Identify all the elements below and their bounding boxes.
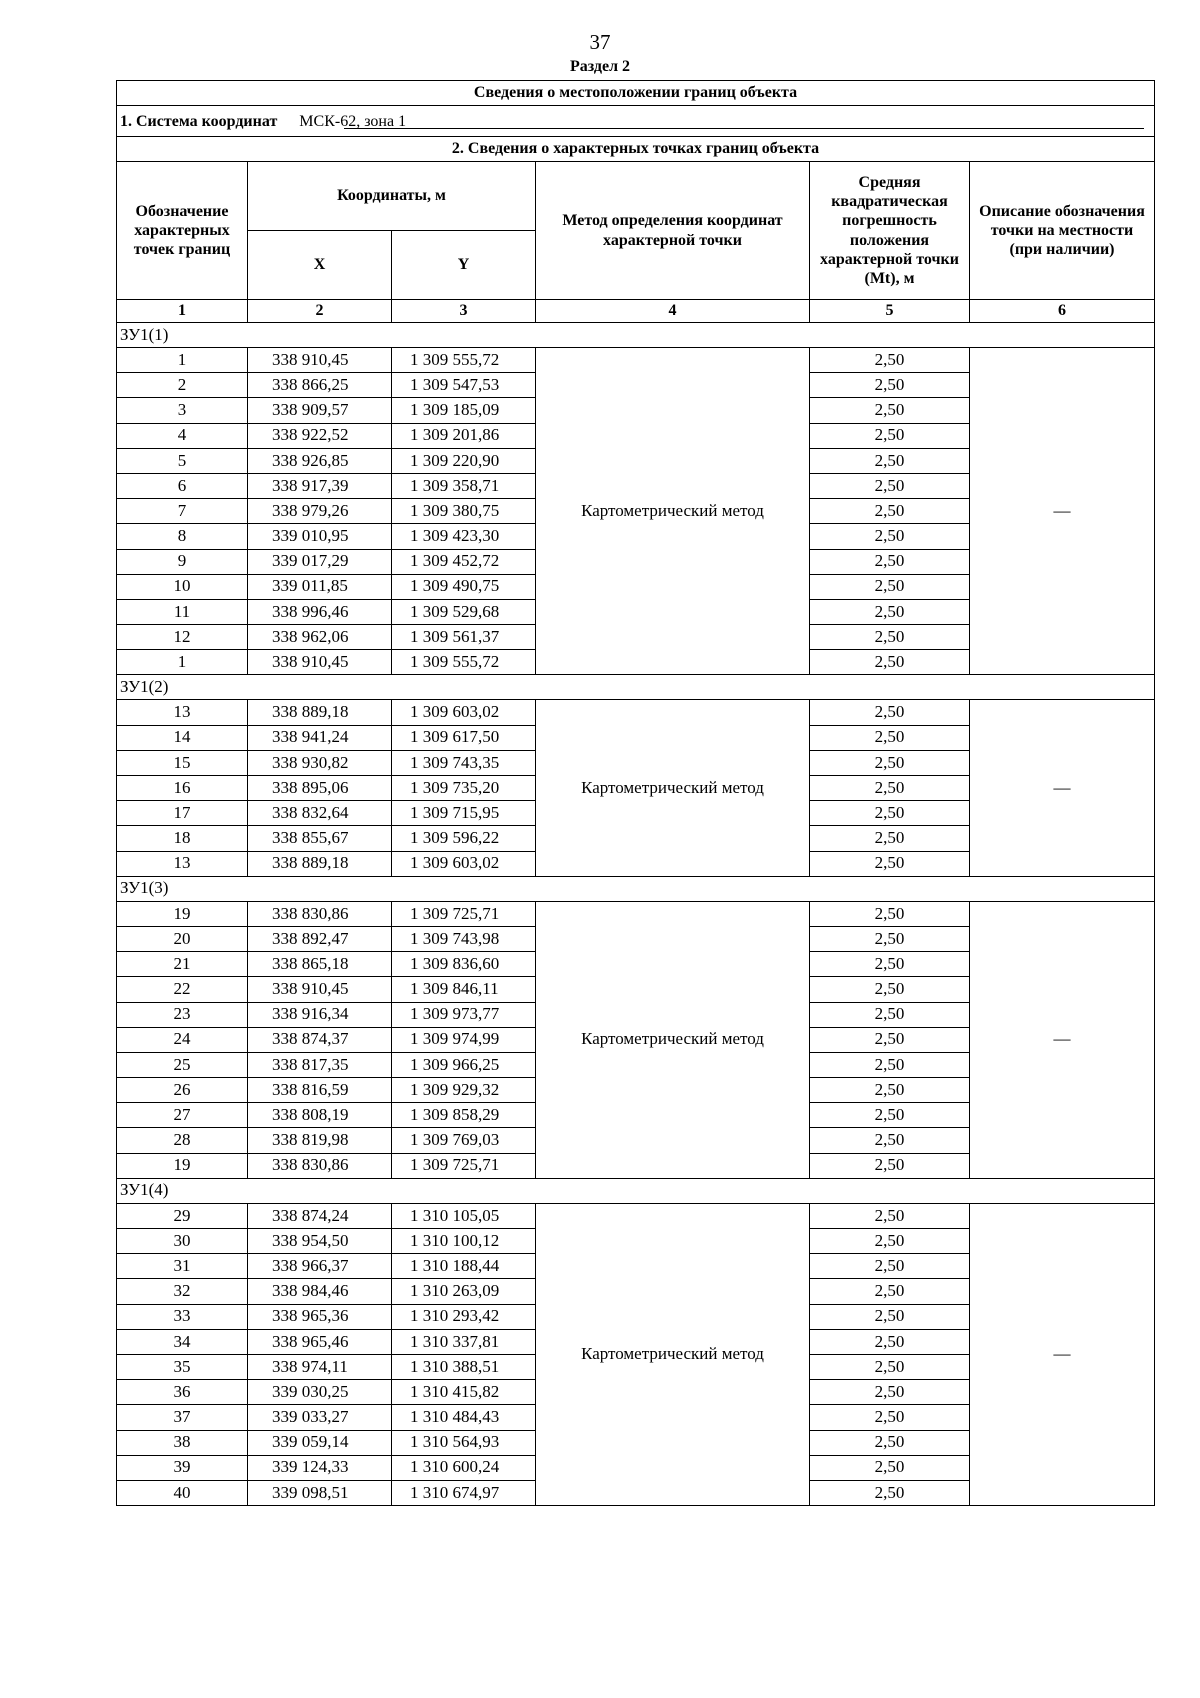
header-method: Метод определения координат характерной точки <box>536 162 810 300</box>
method-cell: Картометрический метод <box>536 700 810 876</box>
mt-value: 2,50 <box>810 1455 970 1480</box>
coord-x: 339 011,85 <box>248 574 392 599</box>
mt-value: 2,50 <box>810 826 970 851</box>
coord-x: 339 030,25 <box>248 1380 392 1405</box>
coord-x: 338 808,19 <box>248 1103 392 1128</box>
group-name: ЗУ1(2) <box>117 675 1155 700</box>
point-number: 1 <box>117 650 248 675</box>
point-number: 17 <box>117 801 248 826</box>
coord-y: 1 310 100,12 <box>392 1229 536 1254</box>
group-name: ЗУ1(3) <box>117 876 1155 901</box>
coord-y: 1 310 293,42 <box>392 1304 536 1329</box>
mt-value: 2,50 <box>810 926 970 951</box>
group-name: ЗУ1(1) <box>117 323 1155 348</box>
coord-x: 338 832,64 <box>248 801 392 826</box>
coord-x: 339 059,14 <box>248 1430 392 1455</box>
coord-x: 338 874,24 <box>248 1203 392 1228</box>
point-number: 38 <box>117 1430 248 1455</box>
point-number: 3 <box>117 398 248 423</box>
mt-value: 2,50 <box>810 977 970 1002</box>
mt-value: 2,50 <box>810 625 970 650</box>
column-number: 4 <box>536 300 810 323</box>
point-number: 39 <box>117 1455 248 1480</box>
column-number-row <box>117 300 1155 323</box>
header-mt: Средняя квадратическая погрешность положения характерной точки (Mt), м <box>810 162 970 300</box>
coord-x: 338 910,45 <box>248 650 392 675</box>
coord-y: 1 310 600,24 <box>392 1455 536 1480</box>
coord-y: 1 309 529,68 <box>392 599 536 624</box>
coord-x: 338 830,86 <box>248 901 392 926</box>
group-row <box>117 323 1155 348</box>
boundary-points-table <box>116 80 1155 1506</box>
coord-x: 338 865,18 <box>248 952 392 977</box>
mt-value: 2,50 <box>810 1203 970 1228</box>
column-number: 1 <box>117 300 248 323</box>
coord-x: 338 930,82 <box>248 750 392 775</box>
header-x: X <box>248 231 392 300</box>
point-number: 2 <box>117 373 248 398</box>
header-coordinates: Координаты, м <box>248 162 536 231</box>
point-number: 24 <box>117 1027 248 1052</box>
mt-value: 2,50 <box>810 1052 970 1077</box>
point-number: 16 <box>117 776 248 801</box>
coord-y: 1 310 388,51 <box>392 1354 536 1379</box>
coord-y: 1 309 846,11 <box>392 977 536 1002</box>
point-number: 33 <box>117 1304 248 1329</box>
mt-value: 2,50 <box>810 725 970 750</box>
mt-value: 2,50 <box>810 348 970 373</box>
coord-y: 1 309 596,22 <box>392 826 536 851</box>
point-number: 37 <box>117 1405 248 1430</box>
coord-y: 1 309 547,53 <box>392 373 536 398</box>
coord-x: 338 984,46 <box>248 1279 392 1304</box>
coord-x: 338 895,06 <box>248 776 392 801</box>
coord-x: 338 816,59 <box>248 1078 392 1103</box>
coord-x: 338 889,18 <box>248 700 392 725</box>
coordinate-system-cell <box>117 106 1155 137</box>
coordinate-system-value: МСК-62, зона 1 <box>299 112 407 130</box>
mt-value: 2,50 <box>810 1027 970 1052</box>
coord-x: 338 954,50 <box>248 1229 392 1254</box>
point-number: 40 <box>117 1480 248 1505</box>
coord-x: 338 926,85 <box>248 448 392 473</box>
mt-value: 2,50 <box>810 499 970 524</box>
mt-value: 2,50 <box>810 373 970 398</box>
table-row <box>117 348 1155 373</box>
point-number: 27 <box>117 1103 248 1128</box>
point-number: 5 <box>117 448 248 473</box>
point-number: 35 <box>117 1354 248 1379</box>
coord-y: 1 309 358,71 <box>392 473 536 498</box>
point-number: 4 <box>117 423 248 448</box>
mt-value: 2,50 <box>810 1002 970 1027</box>
coord-x: 339 098,51 <box>248 1480 392 1505</box>
table-row <box>117 1203 1155 1228</box>
coord-x: 339 033,27 <box>248 1405 392 1430</box>
coord-y: 1 309 725,71 <box>392 901 536 926</box>
mt-value: 2,50 <box>810 776 970 801</box>
coord-y: 1 310 415,82 <box>392 1380 536 1405</box>
coord-x: 339 124,33 <box>248 1455 392 1480</box>
group-row <box>117 675 1155 700</box>
method-cell: Картометрический метод <box>536 348 810 675</box>
coord-y: 1 309 725,71 <box>392 1153 536 1178</box>
mt-value: 2,50 <box>810 901 970 926</box>
coord-y: 1 309 973,77 <box>392 1002 536 1027</box>
point-number: 30 <box>117 1229 248 1254</box>
point-number: 13 <box>117 700 248 725</box>
mt-value: 2,50 <box>810 524 970 549</box>
coord-y: 1 309 380,75 <box>392 499 536 524</box>
point-number: 1 <box>117 348 248 373</box>
point-number: 26 <box>117 1078 248 1103</box>
mt-value: 2,50 <box>810 1153 970 1178</box>
point-number: 6 <box>117 473 248 498</box>
point-number: 10 <box>117 574 248 599</box>
coord-x: 338 889,18 <box>248 851 392 876</box>
header-y: Y <box>392 231 536 300</box>
coord-y: 1 309 452,72 <box>392 549 536 574</box>
coord-x: 338 916,34 <box>248 1002 392 1027</box>
coord-y: 1 309 490,75 <box>392 574 536 599</box>
column-number: 2 <box>248 300 392 323</box>
mt-value: 2,50 <box>810 549 970 574</box>
point-number: 29 <box>117 1203 248 1228</box>
mt-value: 2,50 <box>810 851 970 876</box>
coord-x: 338 917,39 <box>248 473 392 498</box>
coord-x: 338 866,25 <box>248 373 392 398</box>
mt-value: 2,50 <box>810 1405 970 1430</box>
mt-value: 2,50 <box>810 574 970 599</box>
table-title-row <box>117 81 1155 106</box>
coord-x: 338 962,06 <box>248 625 392 650</box>
coord-y: 1 309 974,99 <box>392 1027 536 1052</box>
coord-y: 1 310 674,97 <box>392 1480 536 1505</box>
coord-y: 1 310 105,05 <box>392 1203 536 1228</box>
coord-x: 338 855,67 <box>248 826 392 851</box>
section-title: Раздел 2 <box>569 58 631 75</box>
point-number: 7 <box>117 499 248 524</box>
mt-value: 2,50 <box>810 1078 970 1103</box>
coord-x: 338 910,45 <box>248 977 392 1002</box>
coordinate-system-label: 1. Система координат <box>120 112 278 130</box>
mt-value: 2,50 <box>810 448 970 473</box>
point-number: 19 <box>117 901 248 926</box>
mt-value: 2,50 <box>810 599 970 624</box>
coord-y: 1 310 263,09 <box>392 1279 536 1304</box>
mt-value: 2,50 <box>810 1380 970 1405</box>
coord-y: 1 309 603,02 <box>392 851 536 876</box>
mt-value: 2,50 <box>810 1229 970 1254</box>
coord-y: 1 309 185,09 <box>392 398 536 423</box>
mt-value: 2,50 <box>810 1254 970 1279</box>
coord-x: 338 922,52 <box>248 423 392 448</box>
group-row <box>117 876 1155 901</box>
group-row <box>117 1178 1155 1203</box>
column-number: 6 <box>970 300 1155 323</box>
coord-x: 338 974,11 <box>248 1354 392 1379</box>
coord-y: 1 309 836,60 <box>392 952 536 977</box>
mt-value: 2,50 <box>810 1354 970 1379</box>
coord-y: 1 309 561,37 <box>392 625 536 650</box>
mt-value: 2,50 <box>810 423 970 448</box>
point-number: 8 <box>117 524 248 549</box>
mt-value: 2,50 <box>810 1480 970 1505</box>
description-cell: — <box>970 901 1155 1178</box>
point-number: 14 <box>117 725 248 750</box>
mt-value: 2,50 <box>810 700 970 725</box>
coord-x: 338 966,37 <box>248 1254 392 1279</box>
column-number: 3 <box>392 300 536 323</box>
mt-value: 2,50 <box>810 1430 970 1455</box>
coord-y: 1 310 564,93 <box>392 1430 536 1455</box>
mt-value: 2,50 <box>810 952 970 977</box>
point-number: 34 <box>117 1329 248 1354</box>
coord-y: 1 309 858,29 <box>392 1103 536 1128</box>
point-number: 20 <box>117 926 248 951</box>
coord-y: 1 309 929,32 <box>392 1078 536 1103</box>
coordinate-system-underline <box>344 128 1144 129</box>
mt-value: 2,50 <box>810 473 970 498</box>
points-title-row <box>117 137 1155 162</box>
column-number: 5 <box>810 300 970 323</box>
point-number: 25 <box>117 1052 248 1077</box>
coord-y: 1 309 201,86 <box>392 423 536 448</box>
point-number: 22 <box>117 977 248 1002</box>
mt-value: 2,50 <box>810 750 970 775</box>
points-title: 2. Сведения о характерных точках границ объекта <box>117 137 1155 162</box>
method-cell: Картометрический метод <box>536 901 810 1178</box>
point-number: 13 <box>117 851 248 876</box>
mt-value: 2,50 <box>810 801 970 826</box>
group-name: ЗУ1(4) <box>117 1178 1155 1203</box>
description-cell: — <box>970 1203 1155 1505</box>
coord-x: 338 817,35 <box>248 1052 392 1077</box>
table-row <box>117 700 1155 725</box>
point-number: 36 <box>117 1380 248 1405</box>
coord-x: 338 979,26 <box>248 499 392 524</box>
coord-y: 1 309 743,35 <box>392 750 536 775</box>
coord-y: 1 309 423,30 <box>392 524 536 549</box>
point-number: 18 <box>117 826 248 851</box>
point-number: 15 <box>117 750 248 775</box>
point-number: 19 <box>117 1153 248 1178</box>
coord-x: 338 830,86 <box>248 1153 392 1178</box>
header-description: Описание обозначения точки на местности (при наличии) <box>970 162 1155 300</box>
coord-x: 338 909,57 <box>248 398 392 423</box>
mt-value: 2,50 <box>810 1304 970 1329</box>
coord-x: 338 996,46 <box>248 599 392 624</box>
table-title: Сведения о местоположении границ объекта <box>117 81 1155 106</box>
coord-x: 339 010,95 <box>248 524 392 549</box>
coord-y: 1 310 484,43 <box>392 1405 536 1430</box>
point-number: 23 <box>117 1002 248 1027</box>
point-number: 21 <box>117 952 248 977</box>
point-number: 28 <box>117 1128 248 1153</box>
coord-x: 338 819,98 <box>248 1128 392 1153</box>
coord-y: 1 310 337,81 <box>392 1329 536 1354</box>
coord-y: 1 309 769,03 <box>392 1128 536 1153</box>
mt-value: 2,50 <box>810 650 970 675</box>
point-number: 31 <box>117 1254 248 1279</box>
page-number: 37 <box>589 30 611 54</box>
coord-x: 338 910,45 <box>248 348 392 373</box>
coord-y: 1 309 743,98 <box>392 926 536 951</box>
coord-y: 1 310 188,44 <box>392 1254 536 1279</box>
mt-value: 2,50 <box>810 1103 970 1128</box>
mt-value: 2,50 <box>810 1279 970 1304</box>
coord-y: 1 309 220,90 <box>392 448 536 473</box>
description-cell: — <box>970 348 1155 675</box>
mt-value: 2,50 <box>810 398 970 423</box>
coord-x: 338 941,24 <box>248 725 392 750</box>
header-designation: Обозначение характерных точек границ <box>117 162 248 300</box>
coord-x: 338 965,46 <box>248 1329 392 1354</box>
point-number: 12 <box>117 625 248 650</box>
point-number: 32 <box>117 1279 248 1304</box>
coord-y: 1 309 735,20 <box>392 776 536 801</box>
mt-value: 2,50 <box>810 1329 970 1354</box>
coord-y: 1 309 555,72 <box>392 348 536 373</box>
coord-y: 1 309 555,72 <box>392 650 536 675</box>
method-cell: Картометрический метод <box>536 1203 810 1505</box>
description-cell: — <box>970 700 1155 876</box>
coord-x: 338 892,47 <box>248 926 392 951</box>
coord-y: 1 309 603,02 <box>392 700 536 725</box>
coord-x: 339 017,29 <box>248 549 392 574</box>
table-body <box>117 81 1155 1506</box>
column-header-row <box>117 162 1155 231</box>
point-number: 9 <box>117 549 248 574</box>
coord-y: 1 309 966,25 <box>392 1052 536 1077</box>
coord-y: 1 309 617,50 <box>392 725 536 750</box>
table-row <box>117 901 1155 926</box>
coord-y: 1 309 715,95 <box>392 801 536 826</box>
coordinate-system-row <box>117 106 1155 137</box>
coord-x: 338 874,37 <box>248 1027 392 1052</box>
coord-x: 338 965,36 <box>248 1304 392 1329</box>
mt-value: 2,50 <box>810 1128 970 1153</box>
point-number: 11 <box>117 599 248 624</box>
